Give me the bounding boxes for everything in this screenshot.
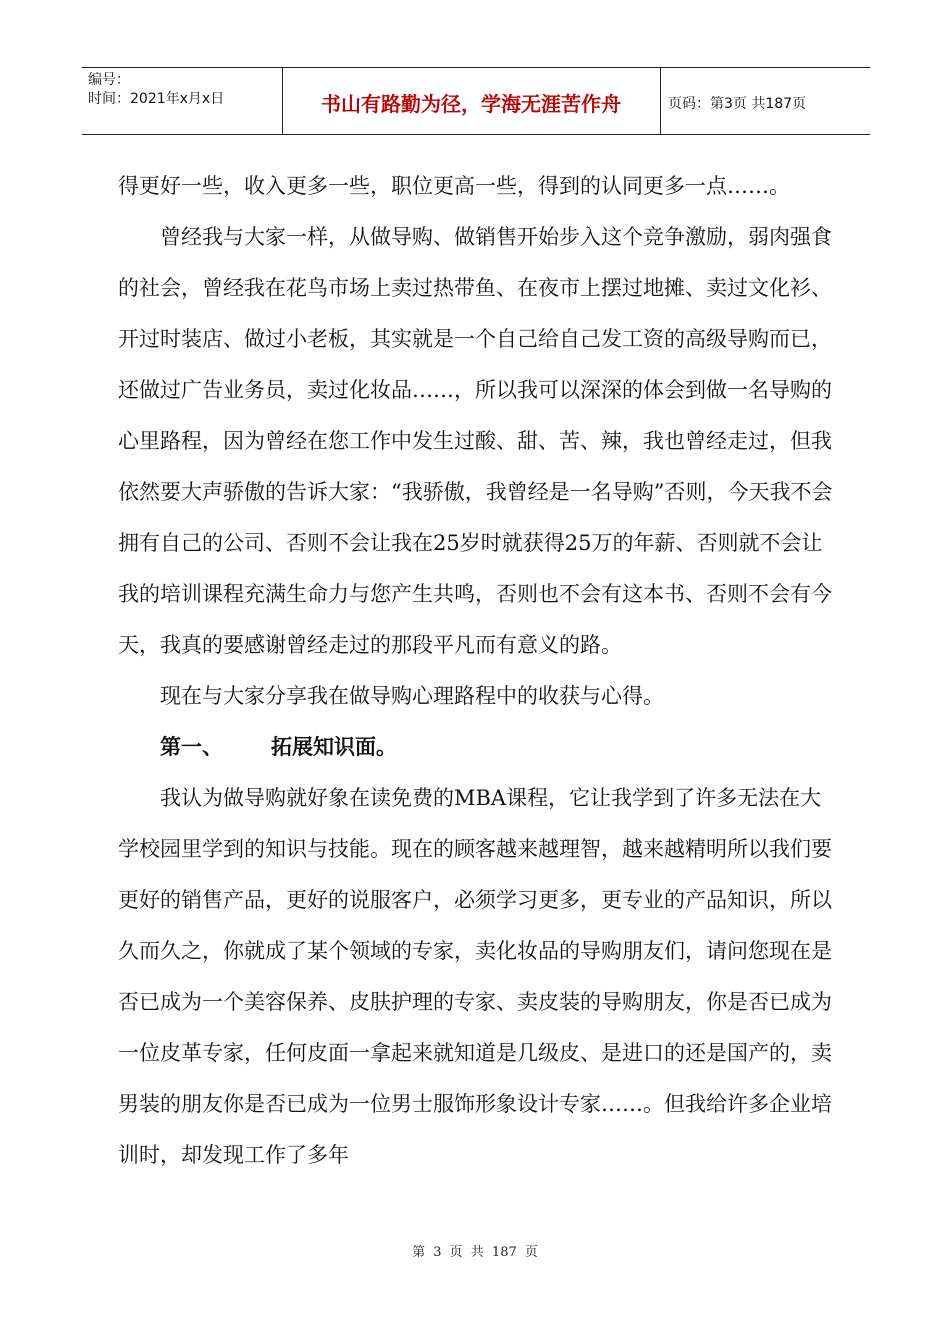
header-page-cell xyxy=(660,68,870,134)
document-body xyxy=(118,161,834,1181)
header-motto: 书山有路勤为径，学海无涯苦作舟 xyxy=(321,92,621,116)
header-motto-cell xyxy=(282,68,661,134)
body-paragraph-intro: 现在与大家分享我在做导购心理路程中的收获与心得。 xyxy=(160,684,664,708)
body-paragraph-experience: 曾经我与大家一样，从做导购、做销售开始步入这个竞争激励，弱肉强食的社会，曾经我在花鸟市场上卖过热带鱼、在夜市上摆过地摊、卖过文化衫、开过时装店、做过小老板，其实就是一个自己给自己发工资的高级导购而已，还做过广告业务员，卖过化妆品……，所以我可以深深的体会到做一名导购的心里路程，因为曾经在您工作中发生过酸、甜、苦、辣，我也曾经走过，但我依然要大声骄傲的告诉大家：“我骄傲，我曾经是一名导购”否则，今天我不会拥有自己的公司、否则不会让我在25岁时就获得25万的年薪、否则就不会让我的培训课程充满生命力与您产生共鸣，否则也不会有这本书、否则不会有今天，我真的要感谢曾经走过的那段平凡而有意义的路。 xyxy=(118,225,833,657)
document-number-label: 编号： xyxy=(88,72,130,88)
page-footer: 第 3 页 共 187 页 xyxy=(412,1245,538,1260)
body-paragraph-continuation: 得更好一些，收入更多一些，职位更高一些，得到的认同更多一点……。 xyxy=(118,174,790,198)
header-meta-cell xyxy=(82,68,283,134)
document-time-label: 时间：2021年x月x日 xyxy=(88,91,225,107)
document-header xyxy=(82,67,870,135)
section-title: 拓展知识面。 xyxy=(271,735,397,759)
header-page-info: 页码：第3页 共187页 xyxy=(668,96,807,112)
section-number: 第一、 xyxy=(160,735,223,759)
section-heading xyxy=(118,722,834,773)
body-paragraph-knowledge: 我认为做导购就好象在读免费的MBA课程，它让我学到了许多无法在大学校园里学到的知识与技能。现在的顾客越来越理智，越来越精明所以我们要更好的销售产品，更好的说服客户，必须学习更多，更专业的产品知识，所以久而久之，你就成了某个领域的专家，卖化妆品的导购朋友们，请问您现在是否已成为一个美容保养、皮肤护理的专家、卖皮装的导购朋友，你是否已成为一位皮革专家，任何皮面一拿起来就知道是几级皮、是进口的还是国产的，卖男装的朋友你是否已成为一位男士服饰形象设计专家……。但我给许多企业培训时，却发现工作了多年 xyxy=(118,786,832,1167)
